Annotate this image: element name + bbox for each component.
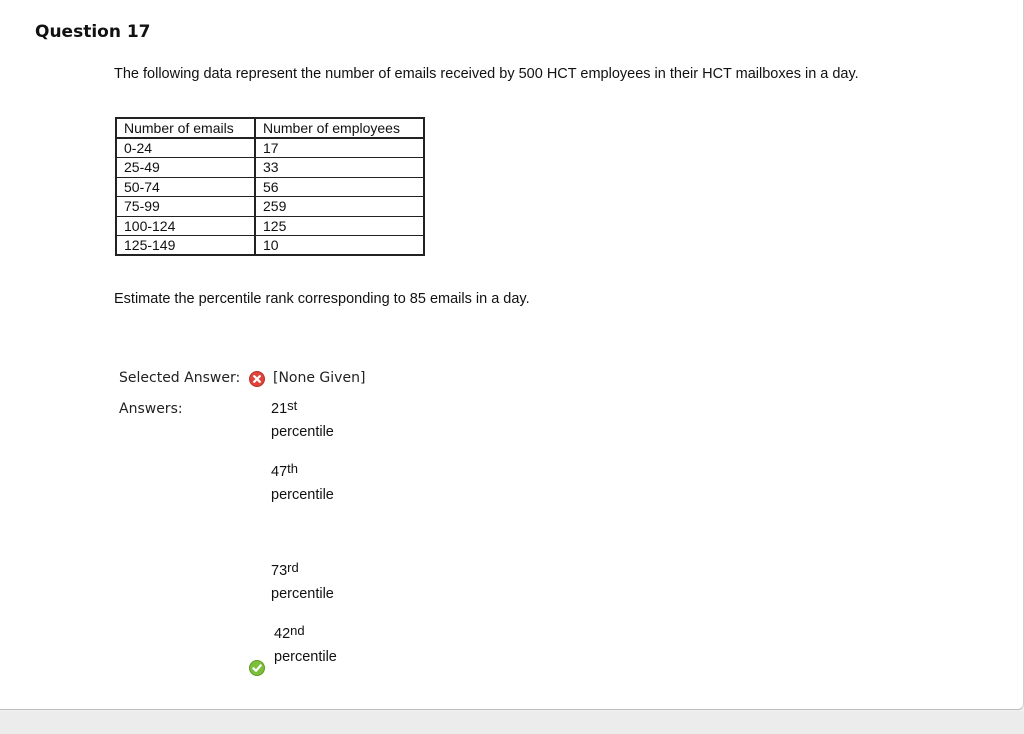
table-row xyxy=(116,138,424,158)
check-circle-icon xyxy=(249,660,265,676)
table-row xyxy=(116,216,424,236)
answer-option xyxy=(271,461,334,503)
table-cell: 0-24 xyxy=(116,138,255,158)
answer-word: percentile xyxy=(271,486,334,503)
answer-suffix: th xyxy=(287,461,298,476)
answer-option xyxy=(271,398,334,440)
answer-suffix: nd xyxy=(290,623,305,638)
answer-number: 47 xyxy=(271,464,288,480)
table-cell: 50-74 xyxy=(116,177,255,197)
table-cell: 259 xyxy=(255,197,424,217)
question-prompt: Estimate the percentile rank corresponding to 85 emails in a day. xyxy=(114,291,530,307)
table-cell: 17 xyxy=(255,138,424,158)
answer-suffix: rd xyxy=(287,560,299,575)
table-cell: 10 xyxy=(255,236,424,256)
table-header-row xyxy=(116,118,424,138)
answer-number: 73 xyxy=(271,563,288,579)
answer-number: 21 xyxy=(271,401,288,417)
table-cell: 125 xyxy=(255,216,424,236)
table-row xyxy=(116,197,424,217)
table-row xyxy=(116,177,424,197)
answer-word: percentile xyxy=(271,423,334,440)
table-cell: 75-99 xyxy=(116,197,255,217)
table-cell: 56 xyxy=(255,177,424,197)
selected-answer-label: Selected Answer: xyxy=(119,370,241,386)
table-row xyxy=(116,236,424,256)
answer-option-correct xyxy=(274,623,337,665)
answer-word: percentile xyxy=(274,648,337,665)
page-footer-strip xyxy=(0,711,1024,734)
table-cell: 100-124 xyxy=(116,216,255,236)
selected-answer-value: [None Given] xyxy=(273,370,366,386)
table-row xyxy=(116,158,424,178)
answer-option xyxy=(271,560,334,602)
table-cell: 33 xyxy=(255,158,424,178)
answer-number: 42 xyxy=(274,626,291,642)
x-circle-icon xyxy=(249,371,265,387)
answers-label: Answers: xyxy=(119,401,183,417)
frequency-table xyxy=(115,117,425,256)
question-title: Question 17 xyxy=(35,22,151,42)
answer-word: percentile xyxy=(271,585,334,602)
question-text: The following data represent the number of emails received by 500 HCT employees in their HCT mailboxes in a day. xyxy=(114,66,859,82)
table-header-cell: Number of emails xyxy=(116,118,255,138)
table-cell: 125-149 xyxy=(116,236,255,256)
table-cell: 25-49 xyxy=(116,158,255,178)
table-header-cell: Number of employees xyxy=(255,118,424,138)
answer-suffix: st xyxy=(287,398,298,413)
